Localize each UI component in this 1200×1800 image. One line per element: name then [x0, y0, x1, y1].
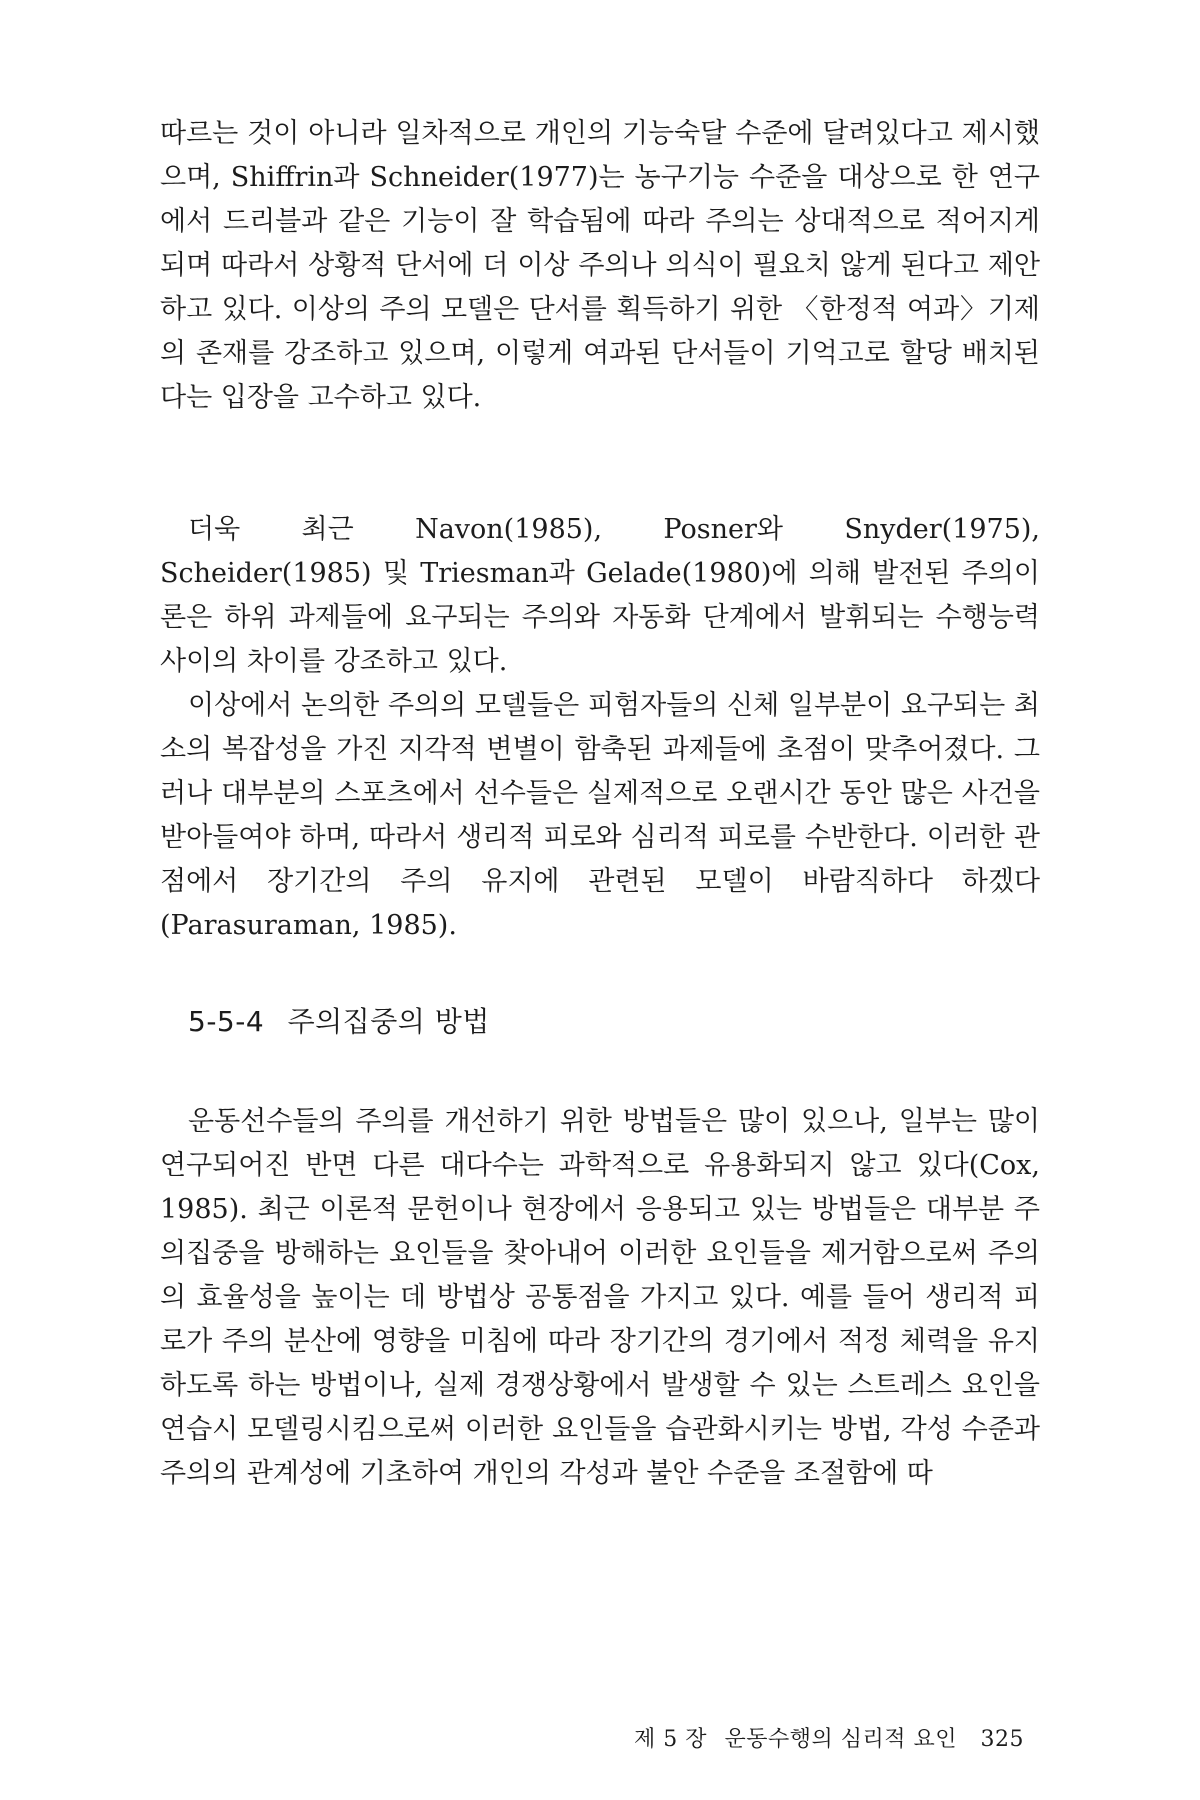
paragraph-4: 운동선수들의 주의를 개선하기 위한 방법들은 많이 있으나, 일부는 많이 연구되어진 반면 다른 대다수는 과학적으로 유용화되지 않고 있다(Cox, 1985). 최근 이론적 문헌이나 현장에서 응용되고 있는 방법들은 대부분 주의집중을 방해하는 요인들을 찾아내어 이러한 요인들을 제거함으로써 주의의 효율성을 높이는 데 방법상 공통점을 가지고 있다. 예를 들어 생리적 피로가 주의 분산에 영향을 미침에 따라 장기간의 경기에서 적정 체력을 유지하도록 하는 방법이나, 실제 경쟁상황에서 발생할 수 있는 스트레스 요인을 연습시 모델링시킴으로써 이러한 요인들을 습관화시키는 방법, 각성 수준과 주의의 관계성에 기초하여 개인의 각성과 불안 수준을 조절함에 따 [160, 1106, 1040, 1489]
paragraph-2: 더욱 최근 Navon(1985), Posner와 Snyder(1975), Scheider(1985) 및 Triesman과 Gelade(1980)에 의해 발전된 주의이론은 하위 과제들에 요구되는 주의와 자동화 단계에서 발휘되는 수행능력 사이의 차이를 강조하고 있다. [160, 514, 1040, 677]
section-title: 주의집중의 방법 [287, 1005, 490, 1038]
section-number: 5-5-4 [188, 1005, 265, 1038]
paragraph-1: 따르는 것이 아니라 일차적으로 개인의 기능숙달 수준에 달려있다고 제시했으며, Shiffrin과 Schneider(1977)는 농구기능 수준을 대상으로 한 연구에서 드리블과 같은 기능이 잘 학습됨에 따라 주의는 상대적으로 적어지게 되며 따라서 상황적 단서에 더 이상 주의나 의식이 필요치 않게 된다고 제안하고 있다. 이상의 주의 모델은 단서를 획득하기 위한 〈한정적 여과〉기제의 존재를 강조하고 있으며, 이렇게 여과된 단서들이 기억고로 할당 배치된다는 입장을 고수하고 있다. [160, 118, 1040, 413]
footer-chapter-title: 운동수행의 심리적 요인 [724, 1727, 957, 1752]
page-number: 325 [980, 1727, 1024, 1752]
section-heading [188, 1000, 490, 1040]
running-footer [624, 1722, 1024, 1753]
paragraph-3: 이상에서 논의한 주의의 모델들은 피험자들의 신체 일부분이 요구되는 최소의 복잡성을 가진 지각적 변별이 함축된 과제들에 초점이 맞추어졌다. 그러나 대부분의 스포츠에서 선수들은 실제적으로 오랜시간 동안 많은 사건을 받아들여야 하며, 따라서 생리적 피로와 심리적 피로를 수반한다. 이러한 관점에서 장기간의 주의 유지에 관련된 모델이 바람직하다 하겠다(Parasuraman, 1985). [160, 690, 1040, 941]
footer-chapter: 제 5 장 [633, 1727, 707, 1752]
